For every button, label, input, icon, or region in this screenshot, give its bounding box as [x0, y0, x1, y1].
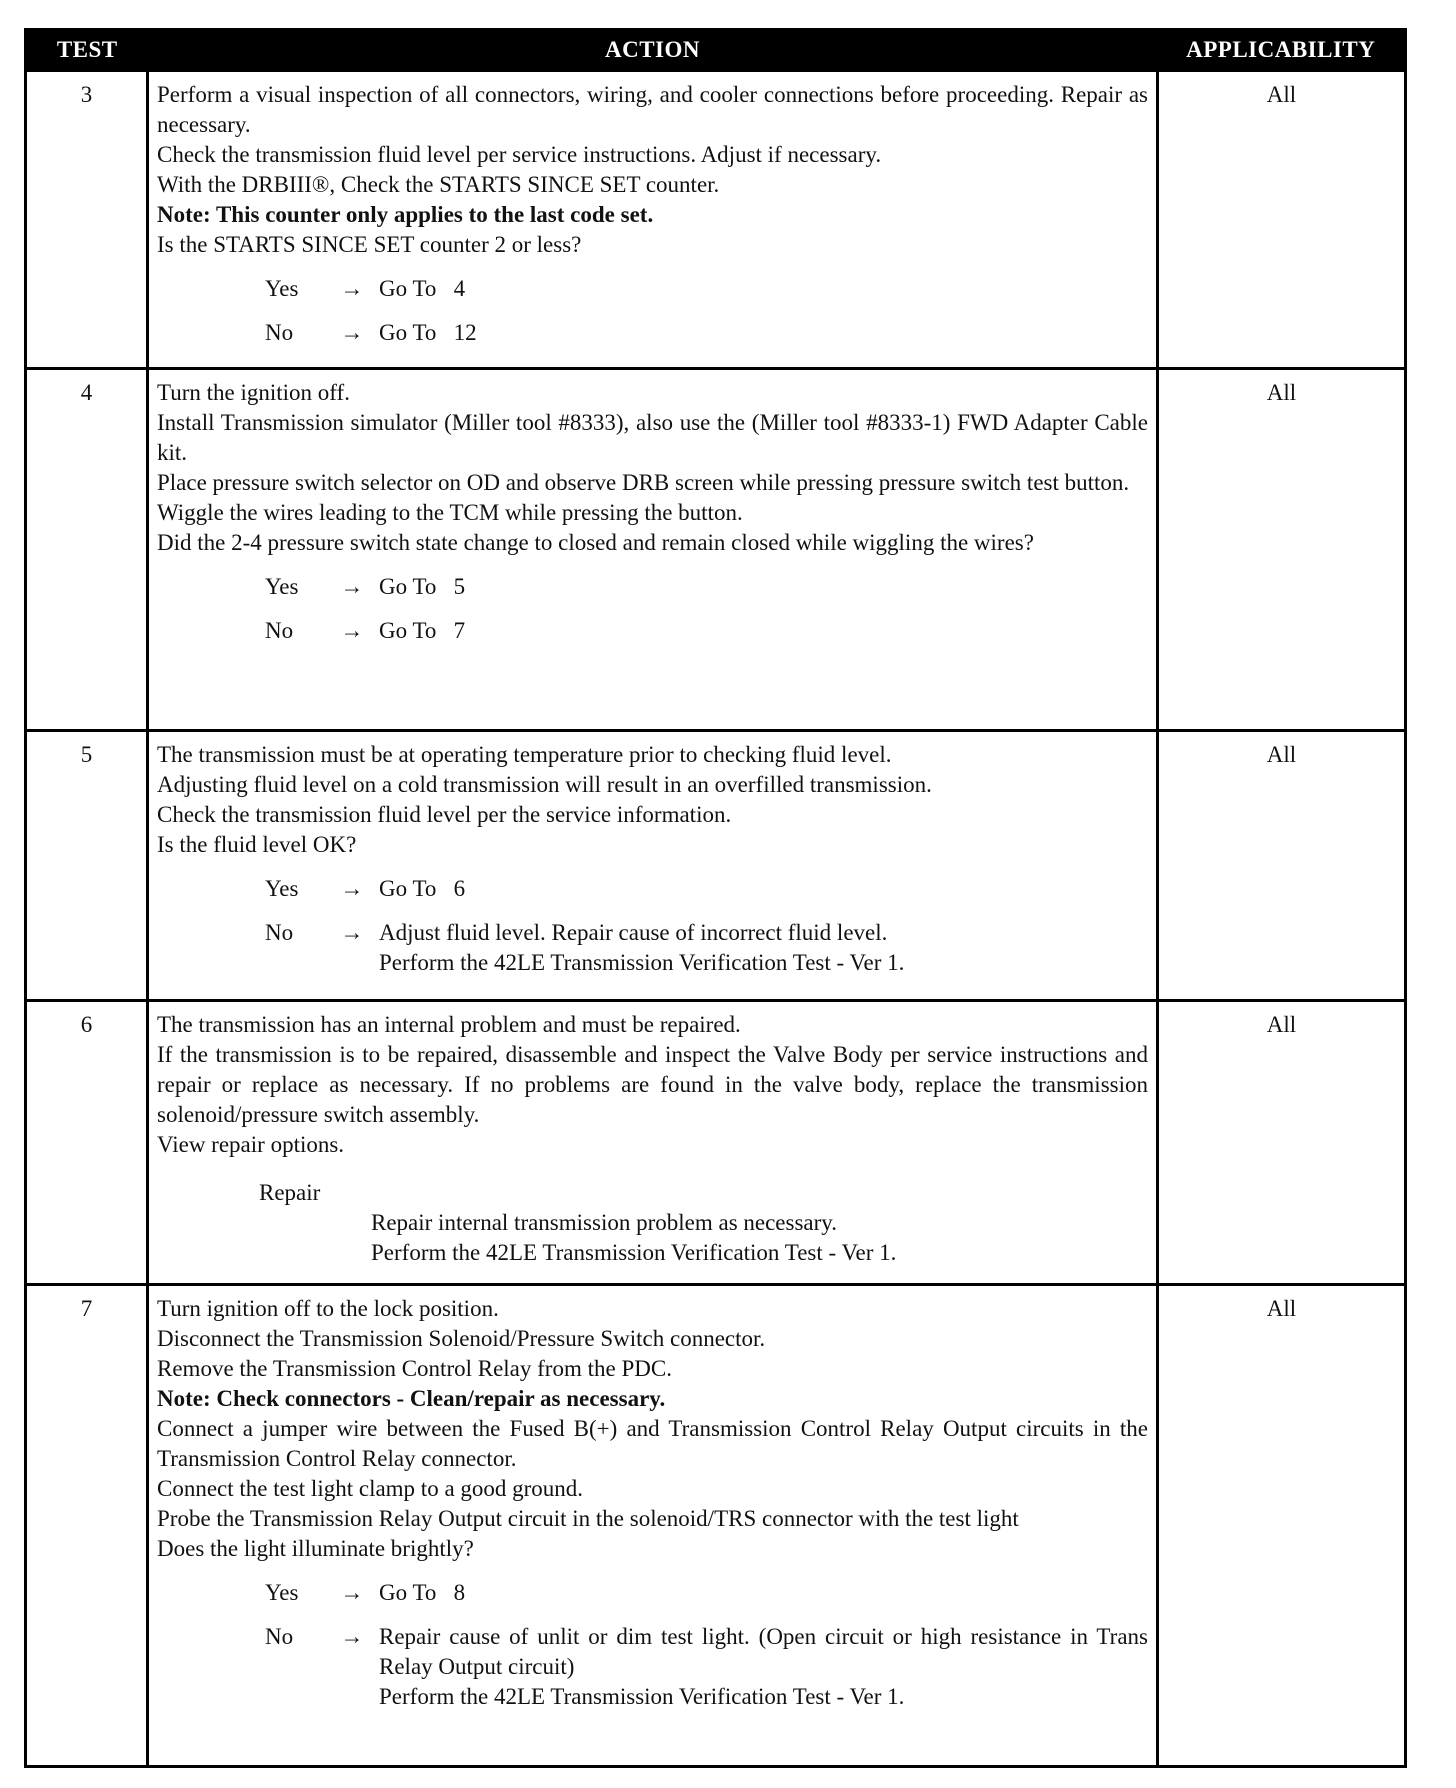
test-number: 3 [26, 71, 148, 369]
action-cell [148, 369, 1158, 731]
yes-branch [157, 874, 1148, 904]
yes-action: Go To 6 [379, 876, 466, 901]
question: Does the light illuminate brightly? [157, 1536, 474, 1561]
no-branch [157, 1622, 1148, 1712]
arrow-right-icon: → [340, 1624, 364, 1649]
applicability: All [1158, 71, 1406, 369]
no-label: No [265, 618, 294, 643]
yes-label: Yes [265, 1580, 299, 1605]
header-applicability: APPLICABILITY [1158, 30, 1406, 71]
action-line: Check the transmission fluid level per service instructions. Adjust if necessary. [157, 142, 882, 167]
yes-label: Yes [265, 574, 299, 599]
action-line: With the DRBIII®, Check the STARTS SINCE SET counter. [157, 172, 720, 197]
header-test: TEST [26, 30, 148, 71]
question: Did the 2-4 pressure switch state change to closed and remain closed while wiggling the wires? [157, 530, 1034, 555]
no-branch [157, 318, 1148, 348]
repair-line: Perform the 42LE Transmission Verification Test - Ver 1. [371, 1240, 897, 1265]
yes-branch [157, 572, 1148, 602]
arrow-right-icon: → [340, 618, 364, 643]
arrow-right-icon: → [340, 320, 364, 345]
no-action-line: Perform the 42LE Transmission Verification Test - Ver 1. [379, 950, 905, 975]
action-line: Turn ignition off to the lock position. [157, 1296, 499, 1321]
action-line: Perform a visual inspection of all connectors, wiring, and cooler connections before proceeding. Repair as necessary. [157, 82, 1148, 137]
table-header-row [26, 30, 1406, 71]
no-action-line: Adjust fluid level. Repair cause of incorrect fluid level. [379, 920, 888, 945]
yes-action: Go To 5 [379, 574, 466, 599]
action-cell [148, 1001, 1158, 1285]
question: Is the STARTS SINCE SET counter 2 or less? [157, 232, 582, 257]
test-number: 6 [26, 1001, 148, 1285]
action-line: Install Transmission simulator (Miller tool #8333), also use the (Miller tool #8333-1) FWD Adapter Cable kit. [157, 410, 1148, 465]
applicability: All [1158, 731, 1406, 1001]
test-number: 5 [26, 731, 148, 1001]
no-label: No [265, 320, 294, 345]
no-action: Go To 7 [379, 618, 466, 643]
table-row [26, 71, 1406, 369]
no-branch [157, 918, 1148, 978]
no-action [379, 918, 1148, 978]
arrow-right-icon: → [340, 574, 364, 599]
no-action-line: Repair cause of unlit or dim test light. (Open circuit or high resistance in Trans Relay Output circuit) [379, 1624, 1148, 1679]
action-line: The transmission has an internal problem and must be repaired. [157, 1012, 741, 1037]
action-line: Probe the Transmission Relay Output circuit in the solenoid/TRS connector with the test light [157, 1506, 1019, 1531]
table-row [26, 731, 1406, 1001]
yes-label: Yes [265, 876, 299, 901]
action-line: Connect a jumper wire between the Fused B(+) and Transmission Control Relay Output circuits in the Transmission Control Relay connector. [157, 1416, 1148, 1471]
action-line: If the transmission is to be repaired, disassemble and inspect the Valve Body per service instructions and repair or replace as necessary. If no problems are found in the valve body, replace the transmission solenoid/pressure switch assembly. [157, 1042, 1148, 1127]
no-label: No [265, 920, 294, 945]
action-line: Adjusting fluid level on a cold transmission will result in an overfilled transmission. [157, 772, 932, 797]
action-line: Remove the Transmission Control Relay from the PDC. [157, 1356, 672, 1381]
no-action [379, 1622, 1148, 1712]
arrow-right-icon: → [340, 920, 364, 945]
action-line: The transmission must be at operating temperature prior to checking fluid level. [157, 742, 892, 767]
arrow-right-icon: → [340, 1580, 364, 1605]
note: Note: This counter only applies to the last code set. [157, 202, 654, 227]
test-number: 7 [26, 1285, 148, 1767]
no-action-line: Perform the 42LE Transmission Verification Test - Ver 1. [379, 1684, 905, 1709]
table-row [26, 1001, 1406, 1285]
diagnostic-page [24, 28, 1404, 1768]
table-row [26, 369, 1406, 731]
test-number: 4 [26, 369, 148, 731]
no-action: Go To 12 [379, 320, 477, 345]
action-line: Check the transmission fluid level per the service information. [157, 802, 732, 827]
yes-action: Go To 8 [379, 1580, 466, 1605]
yes-branch [157, 1578, 1148, 1608]
action-cell [148, 1285, 1158, 1767]
arrow-right-icon: → [340, 876, 364, 901]
table-row [26, 1285, 1406, 1767]
action-cell [148, 71, 1158, 369]
applicability: All [1158, 1285, 1406, 1767]
action-line: Disconnect the Transmission Solenoid/Pressure Switch connector. [157, 1326, 766, 1351]
arrow-right-icon: → [340, 276, 364, 301]
repair-label: Repair [259, 1180, 321, 1205]
applicability: All [1158, 1001, 1406, 1285]
applicability: All [1158, 369, 1406, 731]
yes-label: Yes [265, 276, 299, 301]
action-line: Wiggle the wires leading to the TCM while pressing the button. [157, 500, 743, 525]
repair-line: Repair internal transmission problem as necessary. [371, 1210, 838, 1235]
action-cell [148, 731, 1158, 1001]
no-label: No [265, 1624, 294, 1649]
header-action: ACTION [148, 30, 1158, 71]
action-line: View repair options. [157, 1132, 345, 1157]
note: Note: Check connectors - Clean/repair as necessary. [157, 1386, 666, 1411]
action-line: Turn the ignition off. [157, 380, 350, 405]
yes-action: Go To 4 [379, 276, 466, 301]
action-line: Place pressure switch selector on OD and observe DRB screen while pressing pressure switch test button. [157, 470, 1130, 495]
diagnostic-table [24, 28, 1407, 1768]
no-branch [157, 616, 1148, 646]
action-line: Connect the test light clamp to a good ground. [157, 1476, 584, 1501]
yes-branch [157, 274, 1148, 304]
question: Is the fluid level OK? [157, 832, 357, 857]
